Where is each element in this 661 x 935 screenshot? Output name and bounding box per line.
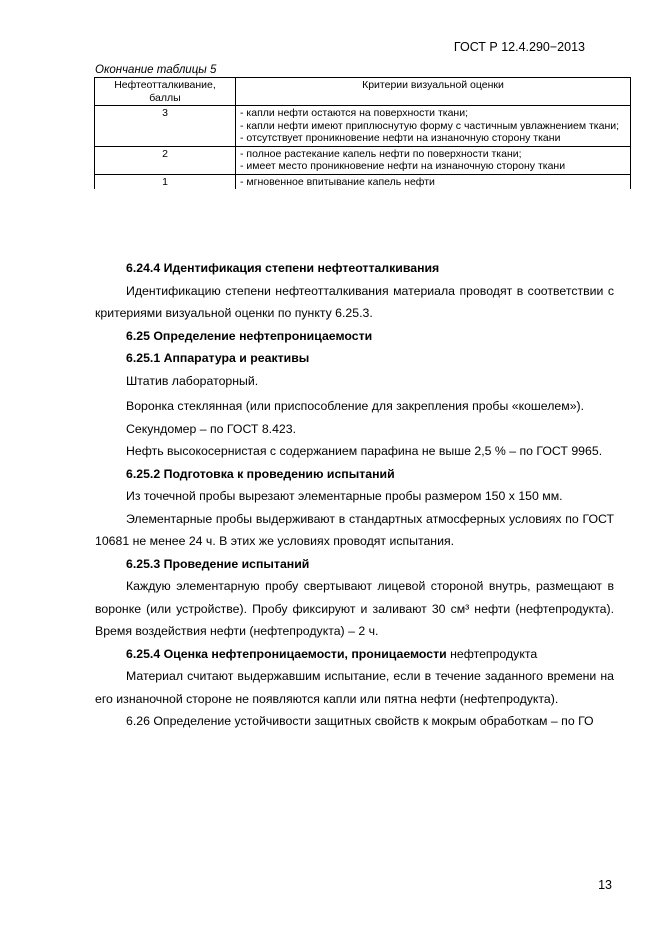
page-number: 13 — [598, 878, 612, 892]
section-heading: 6.24.4 Идентификация степени нефтеотталкивания — [126, 261, 440, 275]
paragraph: Из точечной пробы вырезают элементарные пробы размером 150 х 150 мм. — [126, 489, 563, 503]
heading-regular-part: нефтепродукта — [446, 646, 538, 661]
table-row — [95, 174, 631, 189]
column-header-criteria: Критерии визуальной оценки — [236, 78, 631, 106]
heading-bold-part: 6.25.4 Оценка нефтепроницаемости, проницаемости — [126, 646, 447, 661]
score-cell: 2 — [95, 146, 236, 174]
section-heading: 6.25 Определение нефтепроницаемости — [126, 328, 373, 343]
section-heading: 6.25.3 Проведение испытаний — [126, 556, 310, 571]
paragraph: Элементарные пробы выдерживают в стандартных атмосферных условиях по ГОСТ 10681 не менее 24 ч. В этих же условиях проводят испытания. — [95, 511, 614, 548]
table-caption: Окончание таблицы 5 — [95, 64, 217, 76]
criteria-item: - капли нефти остаются на поверхности ткани; — [240, 107, 469, 119]
criteria-item: - отсутствует проникновение нефти на изнаночную сторону ткани — [240, 132, 561, 144]
criteria-cell — [236, 174, 631, 189]
section-heading: 6.25.2 Подготовка к проведению испытаний — [126, 466, 395, 481]
score-cell: 1 — [95, 174, 236, 189]
score-cell: 3 — [95, 106, 236, 147]
paragraph: Воронка стеклянная (или приспособление для закрепления пробы «кошелем»). — [126, 399, 585, 413]
document-body — [95, 257, 614, 733]
section-heading — [95, 643, 614, 666]
criteria-item: - капли нефти имеют приплюснутую форму с частичным увлажнением ткани; — [240, 119, 620, 132]
paragraph: 6.26 Определение устойчивости защитных свойств к мокрым обработкам – по ГО — [126, 714, 594, 728]
paragraph: Идентификацию степени нефтеотталкивания материала проводят в соответствии с критериями визуальной оценки по пункту 6.25.3. — [95, 283, 614, 320]
criteria-item: - полное растекание капель нефти по поверхности ткани; — [240, 147, 522, 160]
table-row — [95, 106, 631, 147]
table-row — [95, 146, 631, 174]
page-header: ГОСТ Р 12.4.290−2013 — [453, 40, 585, 54]
criteria-cell — [236, 106, 631, 147]
paragraph: Материал считают выдержавшим испытание, если в течение заданного времени на его изнаночной стороне не появляются капли или пятна нефти (нефтепродукта). — [95, 669, 614, 706]
paragraph: Нефть высокосернистая с содержанием парафина не выше 2,5 % – по ГОСТ 9965. — [126, 444, 603, 458]
criteria-item: - мгновенное впитывание капель нефти — [240, 175, 435, 188]
paragraph: Каждую элементарную пробу свертывают лицевой стороной внутрь, размещают в воронке (или устройстве). Пробу фиксируют и заливают 30 см³ нефти (нефтепродукта). Время воздействия нефти (нефтепродукта) – 2 ч. — [95, 579, 614, 638]
section-heading: 6.25.1 Аппаратура и реактивы — [126, 351, 310, 365]
criteria-item: - имеет место проникновение нефти на изнаночную сторону ткани — [240, 160, 566, 172]
column-header-score: Нефтеотталкивание, баллы — [95, 78, 236, 106]
criteria-cell — [236, 146, 631, 174]
paragraph: Секундомер – по ГОСТ 8.423. — [126, 421, 297, 436]
paragraph: Штатив лабораторный. — [126, 373, 259, 388]
table-header-row — [95, 78, 631, 106]
criteria-table — [94, 77, 631, 189]
